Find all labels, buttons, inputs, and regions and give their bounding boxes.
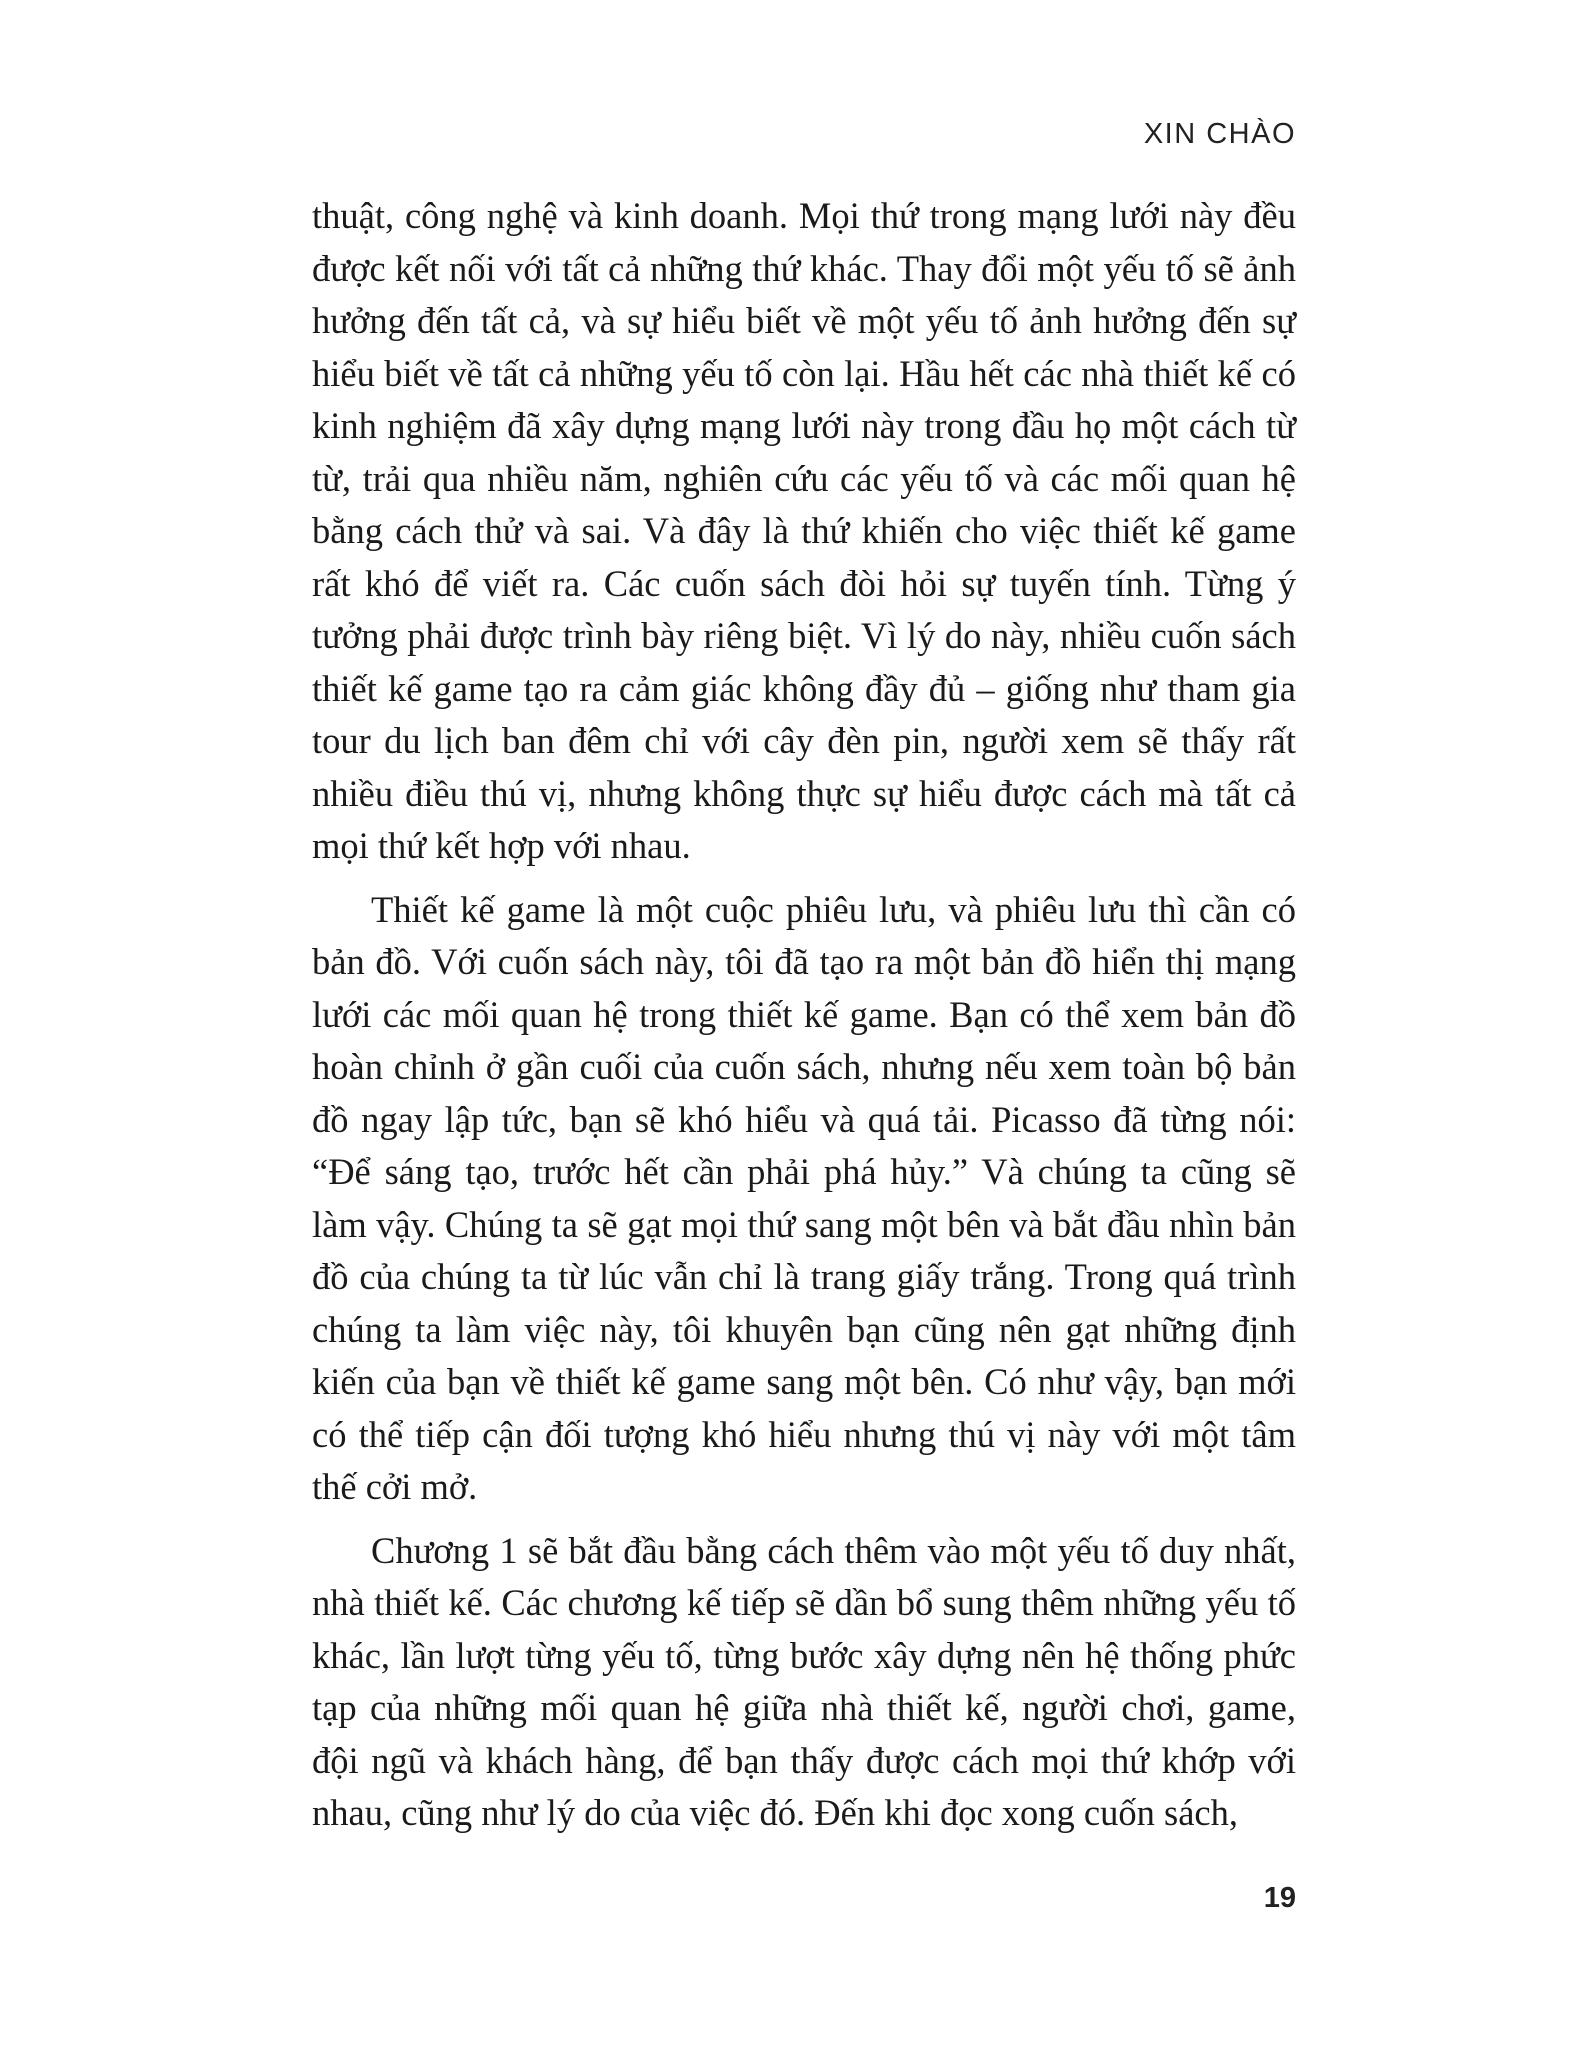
running-head: XIN CHÀO <box>1143 118 1296 150</box>
body-text <box>312 190 1296 1851</box>
paragraph-1: thuật, công nghệ và kinh doanh. Mọi thứ trong mạng lưới này đều được kết nối với tất cả những thứ khác. Thay đổi một yếu tố sẽ ảnh hưởng đến tất cả, và sự hiểu biết về một yếu tố ảnh hưởng đến sự hiểu biết về tất cả những yếu tố còn lại. Hầu hết các nhà thiết kế có kinh nghiệm đã xây dựng mạng lưới này trong đầu họ một cách từ từ, trải qua nhiều năm, nghiên cứu các yếu tố và các mối quan hệ bằng cách thử và sai. Và đây là thứ khiến cho việc thiết kế game rất khó để viết ra. Các cuốn sách đòi hỏi sự tuyến tính. Từng ý tưởng phải được trình bày riêng biệt. Vì lý do này, nhiều cuốn sách thiết kế game tạo ra cảm giác không đầy đủ – giống như tham gia tour du lịch ban đêm chỉ với cây đèn pin, người xem sẽ thấy rất nhiều điều thú vị, nhưng không thực sự hiểu được cách mà tất cả mọi thứ kết hợp với nhau. <box>312 195 1296 866</box>
paragraph-2: Thiết kế game là một cuộc phiêu lưu, và phiêu lưu thì cần có bản đồ. Với cuốn sách này, tôi đã tạo ra một bản đồ hiển thị mạng lưới các mối quan hệ trong thiết kế game. Bạn có thể xem bản đồ hoàn chỉnh ở gần cuối của cuốn sách, nhưng nếu xem toàn bộ bản đồ ngay lập tức, bạn sẽ khó hiểu và quá tải. Picasso đã từng nói: “Để sáng tạo, trước hết cần phải phá hủy.” Và chúng ta cũng sẽ làm vậy. Chúng ta sẽ gạt mọi thứ sang một bên và bắt đầu nhìn bản đồ của chúng ta từ lúc vẫn chỉ là trang giấy trắng. Trong quá trình chúng ta làm việc này, tôi khuyên bạn cũng nên gạt những định kiến của bạn về thiết kế game sang một bên. Có như vậy, bạn mới có thể tiếp cận đối tượng khó hiểu nhưng thú vị này với một tâm thế cởi mở. <box>312 888 1296 1507</box>
page-number: 19 <box>1263 1882 1296 1914</box>
paragraph-3: Chương 1 sẽ bắt đầu bằng cách thêm vào một yếu tố duy nhất, nhà thiết kế. Các chương kế tiếp sẽ dần bổ sung thêm những yếu tố khác, lần lượt từng yếu tố, từng bước xây dựng nên hệ thống phức tạp của những mối quan hệ giữa nhà thiết kế, người chơi, game, đội ngũ và khách hàng, để bạn thấy được cách mọi thứ khớp với nhau, cũng như lý do của việc đó. Đến khi đọc xong cuốn sách, <box>312 1529 1296 1833</box>
